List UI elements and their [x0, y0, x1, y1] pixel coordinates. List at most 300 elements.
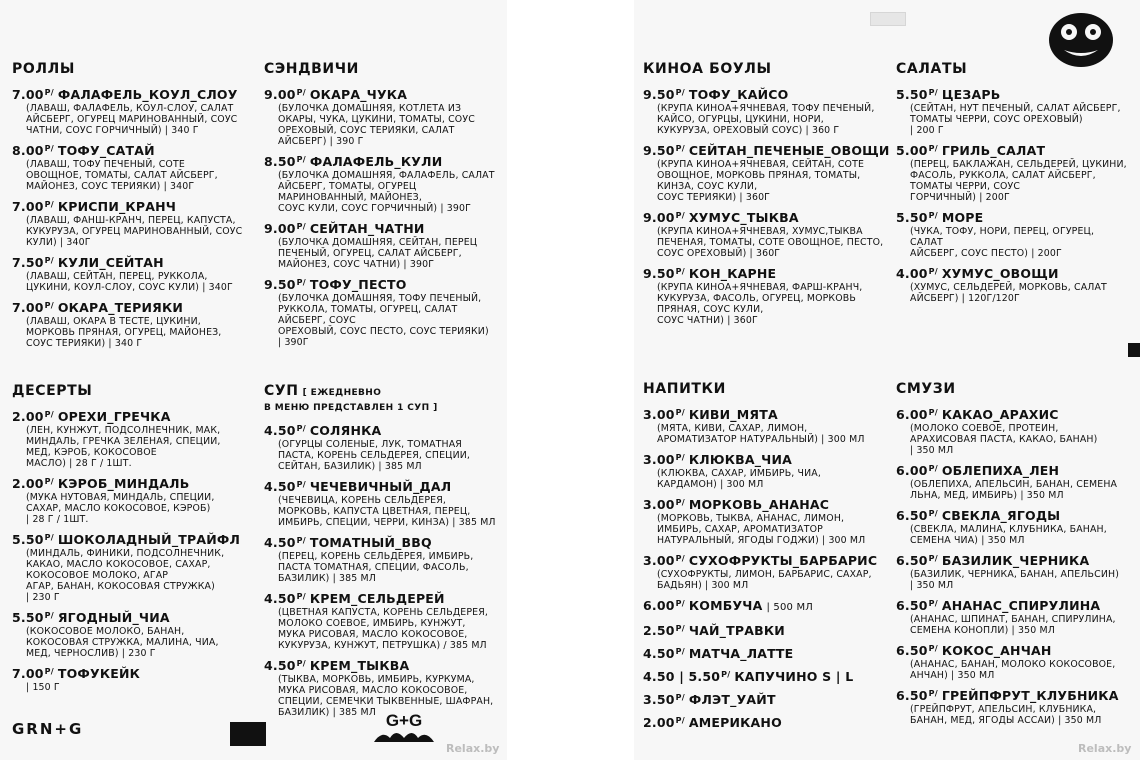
item-name: ТОФУ_ПЕСТО [309, 277, 407, 292]
description-line: (МОРКОВЬ, ТЫКВА, АНАНАС, ЛИМОН, [657, 513, 845, 524]
description-line: НАТУРАЛЬНЫЙ, ЯГОДЫ ГОДЖИ) | 300 МЛ [657, 535, 866, 546]
description-line: (МИНДАЛЬ, ФИНИКИ, ПОДСОЛНЕЧНИК, [26, 548, 225, 559]
currency-mark: Р/ [296, 155, 306, 164]
item-name: СЕЙТАН_ПЕЧЕНЫЕ_ОВОЩИ [688, 143, 890, 158]
menu-item [643, 714, 887, 731]
description-line: КАРДАМОН) | 300 МЛ [657, 479, 764, 490]
item-description [657, 103, 887, 136]
description-line: (ЧЕЧЕВИЦА, КОРЕНЬ СЕЛЬДЕРЕЯ, [278, 495, 446, 506]
item-name: КРЕМ_СЕЛЬДЕРЕЙ [309, 591, 445, 606]
item-price: 9.50 [643, 266, 675, 281]
description-line: ОВОЩНОЕ, МОРКОВЬ ПРЯНАЯ, ТОМАТЫ, [657, 170, 861, 181]
menu-item [264, 86, 506, 147]
item-name: ГРИЛЬ_САЛАТ [941, 143, 1046, 158]
currency-mark: Р/ [928, 599, 938, 608]
menu-item-header [643, 496, 887, 513]
item-price: 6.50 [896, 508, 928, 523]
description-line: ОРЕХОВЫЙ, СОУС ПЕСТО, СОУС ТЕРИЯКИ) [278, 326, 489, 337]
currency-mark: Р/ [296, 222, 306, 231]
currency-mark: Р/ [296, 536, 306, 545]
description-line: ОРЕХОВЫЙ, СОУС ТЕРИЯКИ, САЛАТ [278, 125, 455, 136]
section-title-text: СУП [264, 383, 299, 399]
currency-mark: Р/ [675, 453, 685, 462]
description-line: ГОРЧИЧНЫЙ) | 200Г [910, 192, 1010, 203]
item-price: 6.50 [896, 553, 928, 568]
item-name: КЛЮКВА_ЧИА [688, 452, 793, 467]
menu-item-header [643, 597, 887, 616]
description-line: РУККОЛА, ТОМАТЫ, ОГУРЕЦ, САЛАТ [278, 304, 458, 315]
item-volume: | 500 МЛ [766, 602, 814, 613]
item-price: 4.50 [264, 591, 296, 606]
item-description [910, 704, 1128, 726]
item-price: 4.50 [264, 423, 296, 438]
item-description [910, 423, 1128, 456]
description-line: МУКА РИСОВАЯ, МАСЛО КОКОСОВОЕ, [278, 629, 468, 640]
section-title-text: КИНОА БОУЛЫ [643, 61, 772, 77]
description-line: (АНАНАС, ШПИНАТ, БАНАН, СПИРУЛИНА, [910, 614, 1116, 625]
item-price: 5.50 [896, 87, 928, 102]
description-line: ПРЯНАЯ, СОУС КУЛИ, [657, 304, 764, 315]
item-price: 4.50 [264, 658, 296, 673]
currency-mark: Р/ [44, 200, 54, 209]
description-line: БАНАН, МЕД, ЯГОДЫ АССАИ) | 350 МЛ [910, 715, 1102, 726]
currency-mark: Р/ [44, 533, 54, 542]
item-description [910, 614, 1128, 636]
menu-item-header [264, 276, 506, 293]
menu-section [643, 60, 890, 326]
item-price: 9.50 [264, 277, 296, 292]
menu-item-header [264, 478, 506, 495]
menu-item-header [12, 299, 252, 316]
description-line: ИМБИРЬ, САХАР, АРОМАТИЗАТОР [657, 524, 823, 535]
description-line: СЕЙТАН, БАЗИЛИК) | 385 МЛ [278, 461, 422, 472]
description-line: МАЙОНЕЗ, СОУС ЧАТНИ) | 390Г [278, 259, 435, 270]
description-line: КИНЗА, СОУС КУЛИ, [657, 181, 758, 192]
menu-item [12, 531, 252, 603]
item-description [657, 159, 887, 203]
description-line: КУКУРУЗА, ОРЕХОВЫЙ СОУС) | 360 Г [657, 125, 840, 136]
description-line: ЛЬНА, МЕД, ИМБИРЬ) | 350 МЛ [910, 490, 1064, 501]
description-line: (ЦВЕТНАЯ КАПУСТА, КОРЕНЬ СЕЛЬДЕРЕЯ, [278, 607, 489, 618]
description-line: СОУС ЧАТНИ) | 360Г [657, 315, 758, 326]
item-description [26, 548, 252, 603]
menu-item-header [12, 86, 252, 103]
item-price: 2.50 [643, 623, 675, 638]
menu-item-header [896, 462, 1128, 479]
item-name: ЧЕЧЕВИЧНЫЙ_ДАЛ [309, 479, 452, 494]
currency-mark: Р/ [675, 599, 685, 608]
menu-item [643, 668, 887, 685]
item-description [910, 226, 1128, 259]
currency-mark: Р/ [928, 88, 938, 97]
description-line: АЙСБЕРГ, СОУС [278, 315, 356, 326]
description-line: | 350 МЛ [910, 445, 954, 456]
menu-item-header [896, 552, 1128, 569]
menu-item [643, 691, 887, 708]
description-line: ОВОЩНОЕ, ТОМАТЫ, САЛАТ АЙСБЕРГ, [26, 170, 218, 181]
item-name: КУЛИ_СЕЙТАН [57, 255, 164, 270]
menu-item-header [896, 406, 1128, 423]
menu-section [12, 60, 252, 349]
item-name: МОРКОВЬ_АНАНАС [688, 497, 830, 512]
menu-item [643, 645, 887, 662]
description-line: (БУЛОЧКА ДОМАШНЯЯ, ТОФУ ПЕЧЕНЫЙ, [278, 293, 482, 304]
description-line: АРОМАТИЗАТОР НАТУРАЛЬНЫЙ) | 300 МЛ [657, 434, 865, 445]
item-name: ОРЕХИ_ГРЕЧКА [57, 409, 171, 424]
currency-mark: Р/ [296, 480, 306, 489]
item-price: 5.50 [896, 210, 928, 225]
description-line: САХАР, МАСЛО КОКОСОВОЕ, КЭРОБ) [26, 503, 211, 514]
item-name: ФАЛАФЕЛЬ_КУЛИ [309, 154, 443, 169]
description-line: АЙСБЕРГ, ОГУРЕЦ МАРИНОВАННЫЙ, СОУС [26, 114, 238, 125]
item-description [26, 159, 252, 192]
description-line: (БУЛОЧКА ДОМАШНЯЯ, КОТЛЕТА ИЗ [278, 103, 462, 114]
description-line: КУКУРУЗА, ОГУРЕЦ МАРИНОВАННЫЙ, СОУС [26, 226, 243, 237]
menu-page-right [634, 0, 1140, 760]
section-title-text: РОЛЛЫ [12, 61, 75, 77]
currency-mark: Р/ [675, 498, 685, 507]
item-name: ТОФУКЕЙК [57, 666, 141, 681]
description-line: МОРКОВЬ ПРЯНАЯ, ОГУРЕЦ, МАЙОНЕЗ, [26, 327, 222, 338]
section-title [643, 380, 887, 398]
description-line: АЙСБЕРГ, ТОМАТЫ, ОГУРЕЦ [278, 181, 417, 192]
item-name: КЭРОБ_МИНДАЛЬ [57, 476, 190, 491]
currency-mark: Р/ [675, 144, 685, 153]
description-line: (КРУПА КИНОА+ЯЧНЕВАЯ, ТОФУ ПЕЧЕНЫЙ, [657, 103, 875, 114]
description-line: МЕД, ЧЕРНОСЛИВ) | 230 Г [26, 648, 156, 659]
description-line: МАСЛО) | 28 Г / 1ШТ. [26, 458, 132, 469]
description-line: ОКАРЫ, ЧУКА, ЦУКИНИ, ТОМАТЫ, СОУС [278, 114, 475, 125]
menu-item [12, 475, 252, 525]
description-line: ТОМАТЫ ЧЕРРИ, СОУС ОРЕХОВЫЙ) [910, 114, 1083, 125]
description-line: (ЛАВАШ, СЕЙТАН, ПЕРЕЦ, РУККОЛА, [26, 271, 208, 282]
currency-mark: Р/ [721, 670, 731, 679]
item-price: 3.00 [643, 497, 675, 512]
description-line: СОУС ТЕРИЯКИ) | 360Г [657, 192, 771, 203]
currency-mark: Р/ [928, 554, 938, 563]
menu-item-header [896, 86, 1128, 103]
currency-mark: Р/ [44, 667, 54, 676]
menu-item-header [12, 142, 252, 159]
item-name: АНАНАС_СПИРУЛИНА [941, 598, 1101, 613]
item-price: 7.00 [12, 87, 44, 102]
item-name: ХУМУС_ОВОЩИ [941, 266, 1059, 281]
item-name: СУХОФРУКТЫ_БАРБАРИС [688, 553, 878, 568]
item-description [278, 495, 506, 528]
menu-section [12, 382, 252, 693]
description-line: КАКАО, МАСЛО КОКОСОВОЕ, САХАР, [26, 559, 211, 570]
brand-wordmark: GRN+G [12, 720, 84, 738]
menu-item [264, 220, 506, 270]
description-line: (КРУПА КИНОА+ЯЧНЕВАЯ, ФАРШ-КРАНЧ, [657, 282, 863, 293]
currency-mark: Р/ [44, 611, 54, 620]
menu-item [896, 597, 1128, 636]
currency-mark: Р/ [44, 301, 54, 310]
item-description [910, 569, 1128, 591]
menu-item-header [264, 153, 506, 170]
menu-item-header [12, 408, 252, 425]
menu-item-header [264, 86, 506, 103]
description-line: (ХУМУС, СЕЛЬДЕРЕЙ, МОРКОВЬ, САЛАТ [910, 282, 1107, 293]
currency-mark: Р/ [296, 88, 306, 97]
currency-mark: Р/ [675, 716, 685, 725]
item-name: КРИСПИ_КРАНЧ [57, 199, 177, 214]
menu-item-header [643, 406, 887, 423]
menu-item-header [643, 645, 887, 662]
description-line: КАЙСО, ОГУРЦЫ, ЦУКИНИ, НОРИ, [657, 114, 824, 125]
item-description [278, 293, 506, 348]
item-name: ЦЕЗАРЬ [941, 87, 1001, 102]
item-price: 6.00 [896, 463, 928, 478]
description-line: (МОЛОКО СОЕВОЕ, ПРОТЕИН, [910, 423, 1059, 434]
menu-item-header [12, 254, 252, 271]
item-name: ОБЛЕПИХА_ЛЕН [941, 463, 1060, 478]
currency-mark: Р/ [44, 144, 54, 153]
section-title [264, 60, 506, 78]
item-price: 9.50 [643, 143, 675, 158]
item-price: 5.50 [12, 532, 44, 547]
item-price: 5.00 [896, 143, 928, 158]
description-line: СЕМЕНА ЧИА) | 350 МЛ [910, 535, 1025, 546]
item-description [26, 626, 252, 659]
section-title [12, 60, 252, 78]
description-line: (КРУПА КИНОА+ЯЧНЕВАЯ, ХУМУС,ТЫКВА [657, 226, 863, 237]
menu-item [12, 665, 252, 693]
description-line: ПЕЧЕНЫЙ, ОГУРЕЦ, САЛАТ АЙСБЕРГ, [278, 248, 462, 259]
description-line: ЦУКИНИ, КОУЛ-СЛОУ, СОУС КУЛИ) | 340Г [26, 282, 233, 293]
currency-mark: Р/ [928, 689, 938, 698]
menu-section [264, 382, 506, 718]
currency-mark: Р/ [928, 464, 938, 473]
menu-item [264, 276, 506, 348]
item-description [910, 159, 1128, 203]
description-line: ФАСОЛЬ, РУККОЛА, САЛАТ АЙСБЕРГ, [910, 170, 1096, 181]
item-name: ЯГОДНЫЙ_ЧИА [57, 610, 170, 625]
black-marker [1128, 343, 1140, 357]
item-name: ФАЛАФЕЛЬ_КОУЛ_СЛОУ [57, 87, 238, 102]
currency-mark: Р/ [296, 659, 306, 668]
description-line: (МЯТА, КИВИ, САХАР, ЛИМОН, [657, 423, 808, 434]
description-line: СПЕЦИИ, СЕМЕЧКИ ТЫКВЕННЫЕ, ШАФРАН, [278, 696, 494, 707]
currency-mark: Р/ [675, 408, 685, 417]
item-price: 5.50 [12, 610, 44, 625]
item-name: АМЕРИКАНО [688, 715, 782, 730]
currency-mark: Р/ [44, 410, 54, 419]
section-title-text: СМУЗИ [896, 381, 956, 397]
item-description [278, 439, 506, 472]
item-description [278, 237, 506, 270]
item-name: МАТЧА_ЛАТТЕ [688, 646, 794, 661]
item-name: СВЕКЛА_ЯГОДЫ [941, 508, 1061, 523]
menu-section [264, 60, 506, 348]
menu-item [264, 534, 506, 584]
item-name: ЧАЙ_ТРАВКИ [688, 623, 785, 638]
section-title-text: НАПИТКИ [643, 381, 726, 397]
watermark: Relax.by [446, 742, 500, 755]
item-price: 7.00 [12, 300, 44, 315]
item-name: БАЗИЛИК_ЧЕРНИКА [941, 553, 1090, 568]
menu-item [896, 462, 1128, 501]
item-price: 6.50 [896, 643, 928, 658]
menu-item-header [896, 687, 1128, 704]
menu-item [896, 507, 1128, 546]
description-line: (БУЛОЧКА ДОМАШНЯЯ, ФАЛАФЕЛЬ, САЛАТ [278, 170, 495, 181]
description-line: (ЛАВАШ, ФАНШ-КРАНЧ, ПЕРЕЦ, КАПУСТА, [26, 215, 236, 226]
item-description [910, 524, 1128, 546]
description-line: КУЛИ) | 340Г [26, 237, 91, 248]
item-price: 3.00 [643, 452, 675, 467]
description-line: | 230 Г [26, 592, 60, 603]
menu-item [896, 86, 1128, 136]
currency-mark: Р/ [928, 644, 938, 653]
description-line: МОРКОВЬ, КАПУСТА ЦВЕТНАЯ, ПЕРЕЦ, [278, 506, 471, 517]
description-line: (ЛЕН, КУНЖУТ, ПОДСОЛНЕЧНИК, МАК, [26, 425, 221, 436]
item-name: ОКАРА_ЧУКА [309, 87, 408, 102]
description-line: МАЙОНЕЗ, СОУС ТЕРИЯКИ) | 340Г [26, 181, 195, 192]
item-description [278, 607, 506, 651]
item-price: 3.50 [643, 692, 675, 707]
menu-section [896, 380, 1128, 726]
item-name: ГРЕЙПФРУТ_КЛУБНИКА [941, 688, 1119, 703]
menu-item [264, 478, 506, 528]
menu-item-header [896, 597, 1128, 614]
menu-item [643, 451, 887, 490]
menu-item-header [896, 642, 1128, 659]
menu-item [643, 552, 887, 591]
item-price: 8.00 [12, 143, 44, 158]
currency-mark: Р/ [296, 592, 306, 601]
item-name: СОЛЯНКА [309, 423, 382, 438]
menu-item-header [264, 422, 506, 439]
item-description [657, 423, 887, 445]
item-price: 4.50 | 5.50 [643, 669, 721, 684]
menu-item-header [896, 142, 1128, 159]
section-title-text: ДЕСЕРТЫ [12, 383, 93, 399]
section-title [896, 380, 1128, 398]
description-line: СОУС ОРЕХОВЫЙ) | 360Г [657, 248, 781, 259]
description-line: СЕМЕНА КОНОПЛИ) | 350 МЛ [910, 625, 1055, 636]
item-price: 7.50 [12, 255, 44, 270]
menu-item [896, 265, 1128, 304]
item-description [657, 282, 887, 326]
menu-item-header [12, 609, 252, 626]
currency-mark: Р/ [928, 408, 938, 417]
description-line: (БАЗИЛИК, ЧЕРНИКА, БАНАН, АПЕЛЬСИН) [910, 569, 1120, 580]
description-line: АЙСБЕРГ) | 390 Г [278, 136, 364, 147]
description-line: БАДЬЯН) | 300 МЛ [657, 580, 749, 591]
description-line: ТОМАТЫ ЧЕРРИ, СОУС [910, 181, 1021, 192]
item-price: 9.00 [264, 87, 296, 102]
item-price: 7.00 [12, 666, 44, 681]
item-price: 9.50 [643, 87, 675, 102]
menu-item-header [643, 209, 887, 226]
item-description [910, 659, 1128, 681]
currency-mark: Р/ [928, 267, 938, 276]
black-marker [230, 722, 266, 746]
menu-item-header [643, 668, 887, 685]
section-title-text: СЭНДВИЧИ [264, 61, 359, 77]
menu-item-header [896, 265, 1128, 282]
menu-item-header [12, 198, 252, 215]
watermark: Relax.by [1078, 742, 1132, 755]
gg-logo [372, 708, 436, 744]
description-line: | 350 МЛ [910, 580, 954, 591]
description-line: БАЗИЛИК) | 385 МЛ [278, 707, 376, 718]
description-line: БАЗИЛИК) | 385 МЛ [278, 573, 376, 584]
item-description [657, 513, 887, 546]
menu-item [643, 265, 887, 326]
section-title-text: САЛАТЫ [896, 61, 968, 77]
description-line: КОКОСОВОЕ МОЛОКО, АГАР [26, 570, 169, 581]
menu-item-header [264, 590, 506, 607]
description-line: | 150 Г [26, 682, 60, 693]
currency-mark: Р/ [928, 211, 938, 220]
menu-item [643, 622, 887, 639]
item-description [657, 569, 887, 591]
menu-section [896, 60, 1128, 304]
logo-text: G+G [385, 711, 423, 730]
item-price: 4.50 [264, 479, 296, 494]
item-price: 6.50 [896, 598, 928, 613]
menu-item-header [896, 209, 1128, 226]
item-price: 3.00 [643, 407, 675, 422]
description-line: (ОБЛЕПИХА, АПЕЛЬСИН, БАНАН, СЕМЕНА [910, 479, 1118, 490]
menu-item-header [264, 534, 506, 551]
menu-item-header [264, 657, 506, 674]
description-line: АЙСБЕРГ) | 120Г/120Г [910, 293, 1020, 304]
description-line: СОУС ТЕРИЯКИ) | 340 Г [26, 338, 143, 349]
item-name: ТОФУ_САТАЙ [57, 143, 155, 158]
currency-mark: Р/ [928, 509, 938, 518]
menu-item [896, 209, 1128, 259]
item-name: КАПУЧИНО S | L [734, 669, 854, 684]
item-name: ФЛЭТ_УАЙТ [688, 692, 776, 707]
currency-mark: Р/ [928, 144, 938, 153]
description-line: (ОГУРЦЫ СОЛЕНЫЕ, ЛУК, ТОМАТНАЯ [278, 439, 462, 450]
menu-item-header [643, 142, 890, 159]
menu-item-header [896, 507, 1128, 524]
menu-item [643, 597, 887, 616]
item-name: ХУМУС_ТЫКВА [688, 210, 799, 225]
currency-mark: Р/ [675, 211, 685, 220]
description-line: (ПЕРЕЦ, КОРЕНЬ СЕЛЬДЕРЕЯ, ИМБИРЬ, [278, 551, 474, 562]
description-line: АЙСБЕРГ, СОУС ПЕСТО) | 200Г [910, 248, 1062, 259]
currency-mark: Р/ [44, 477, 54, 486]
menu-item-header [643, 714, 887, 731]
currency-mark: Р/ [675, 693, 685, 702]
currency-mark: Р/ [44, 256, 54, 265]
description-line: | 200 Г [910, 125, 944, 136]
menu-item [12, 198, 252, 248]
currency-mark: Р/ [675, 267, 685, 276]
description-line: (БУЛОЧКА ДОМАШНЯЯ, СЕЙТАН, ПЕРЕЦ [278, 237, 478, 248]
currency-mark: Р/ [296, 278, 306, 287]
item-description [278, 551, 506, 584]
description-line: АНЧАН) | 350 МЛ [910, 670, 995, 681]
description-line: ПАСТА, КОРЕНЬ СЕЛЬДЕРЕЯ, СПЕЦИИ, [278, 450, 471, 461]
menu-item [896, 642, 1128, 681]
description-line: ПАСТА ТОМАТНАЯ, СПЕЦИИ, ФАСОЛЬ, [278, 562, 469, 573]
item-description [26, 271, 252, 293]
item-name: КОН_КАРНЕ [688, 266, 777, 281]
item-name: КОМБУЧА [688, 598, 763, 613]
description-line: (ПЕРЕЦ, БАКЛАЖАН, СЕЛЬДЕРЕЙ, ЦУКИНИ, [910, 159, 1127, 170]
description-line: ЧАТНИ, СОУС ГОРЧИЧНЫЙ) | 340 Г [26, 125, 199, 136]
menu-item [643, 496, 887, 546]
item-price: 7.00 [12, 199, 44, 214]
item-description [278, 170, 506, 214]
description-line: (ЛАВАШ, ОКАРА В ТЕСТЕ, ЦУКИНИ, [26, 316, 201, 327]
